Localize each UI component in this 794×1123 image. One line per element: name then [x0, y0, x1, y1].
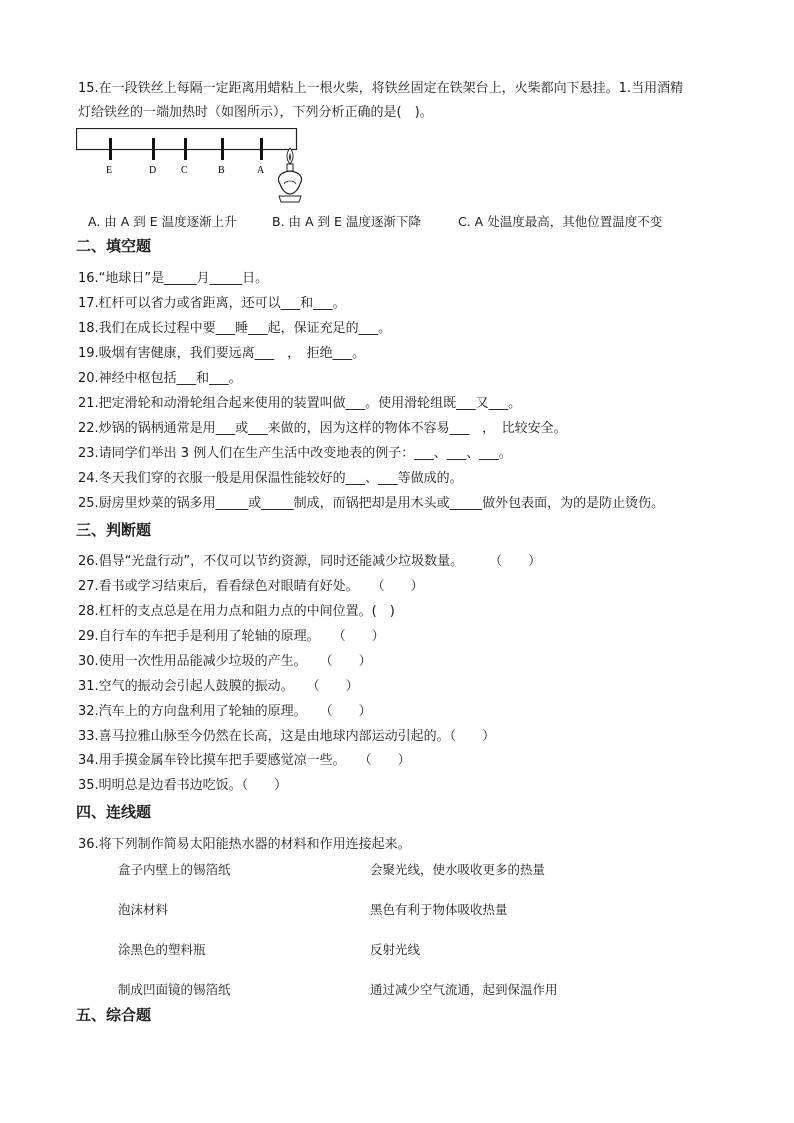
label-c: C	[181, 165, 188, 176]
question-20: 20.神经中枢包括___和___。	[78, 371, 242, 386]
question-21: 21.把定滑轮和动滑轮组合起来使用的装置叫做___。使用滑轮组既___又___。	[78, 396, 522, 411]
question-25: 25.厨房里炒菜的锅多用_____或_____制成，而锅把却是用木头或_____做外包表面，为的是防止烫伤。	[78, 496, 665, 511]
match-left-2: 泡沫材料	[118, 902, 169, 917]
question-17: 17.杠杆可以省力或省距离，还可以___和___。	[78, 296, 346, 311]
q15-text-line2: 灯给铁丝的一端加热时（如图所示），下列分析正确的是( )。	[78, 105, 433, 120]
question-18: 18.我们在成长过程中要___睡___起，保证充足的___。	[78, 321, 392, 336]
label-d: D	[149, 165, 157, 176]
match-right-1: 会聚光线，使水吸收更多的热量	[370, 862, 546, 877]
match-right-3: 反射光线	[370, 942, 421, 957]
question-28: 28.杠杆的支点总是在用力点和阻力点的中间位置。( )	[78, 604, 395, 619]
question-32: 32.汽车上的方向盘利用了轮轴的原理。 （ ）	[78, 704, 372, 719]
q15-figure	[76, 128, 316, 212]
question-29: 29.自行车的车把手是利用了轮轴的原理。 （ ）	[78, 629, 385, 644]
section-heading-comprehensive: 五、综合题	[76, 1006, 152, 1024]
question-24: 24.冬天我们穿的衣服一般是用保温性能较好的___、___等做成的。	[78, 471, 463, 486]
match-d	[152, 138, 155, 160]
question-16: 16.“地球日”是_____月_____日。	[78, 271, 269, 286]
match-a	[260, 138, 263, 160]
question-23: 23.请同学们举出 3 例人们在生产生活中改变地表的例子：___、___、___。	[78, 446, 512, 461]
label-a: A	[257, 165, 265, 176]
wire-and-lamp-diagram	[76, 128, 316, 208]
alcohol-lamp-icon	[278, 148, 301, 202]
question-34: 34.用手摸金属车铃比摸车把手要感觉凉一些。 （ ）	[78, 753, 411, 768]
q15-option-c: C. A 处温度最高，其他位置温度不变	[458, 214, 663, 229]
question-26: 26.倡导“光盘行动”，不仅可以节约资源，同时还能减少垃圾数量。 （ ）	[78, 554, 542, 569]
match-left-1: 盒子内壁上的锡箔纸	[118, 862, 231, 877]
section-heading-true-false: 三、判断题	[76, 521, 152, 539]
label-e: E	[106, 165, 113, 176]
section-heading-fill-in: 二、填空题	[76, 237, 152, 255]
q15-option-b: B. 由 A 到 E 温度逐渐下降	[272, 214, 421, 229]
match-left-4: 制成凹面镜的锡箔纸	[118, 982, 231, 997]
match-right-2: 黑色有利于物体吸收热量	[370, 902, 508, 917]
question-19: 19.吸烟有害健康，我们要远离___ ， 拒绝___。	[78, 346, 366, 361]
match-left-3: 涂黑色的塑料瓶	[118, 942, 206, 957]
match-right-4: 通过减少空气流通，起到保温作用	[370, 982, 558, 997]
section-heading-matching: 四、连线题	[76, 803, 152, 821]
match-c	[184, 138, 187, 160]
question-27: 27.看书或学习结束后，看看绿色对眼睛有好处。 （ ）	[78, 579, 424, 594]
question-33: 33.喜马拉雅山脉至今仍然在长高，这是由地球内部运动引起的。（ ）	[78, 729, 496, 744]
q15-text-line1: 15.在一段铁丝上每隔一定距离用蜡粘上一根火柴，将铁丝固定在铁架台上，火柴都向下悬挂。1.当用酒精	[78, 81, 684, 96]
match-e	[109, 138, 112, 160]
question-22: 22.炒锅的锅柄通常是用___或___来做的，因为这样的物体不容易___ ， 比较安全。	[78, 421, 567, 436]
label-b: B	[218, 165, 225, 176]
match-b	[221, 138, 224, 160]
question-31: 31.空气的振动会引起人鼓膜的振动。 （ ）	[78, 679, 359, 694]
q15-option-a: A. 由 A 到 E 温度逐渐上升	[88, 214, 237, 229]
question-36: 36.将下列制作简易太阳能热水器的材料和作用连接起来。	[78, 837, 411, 852]
question-35: 35.明明总是边看书边吃饭。（ ）	[78, 778, 288, 793]
question-30: 30.使用一次性用品能减少垃圾的产生。 （ ）	[78, 654, 372, 669]
